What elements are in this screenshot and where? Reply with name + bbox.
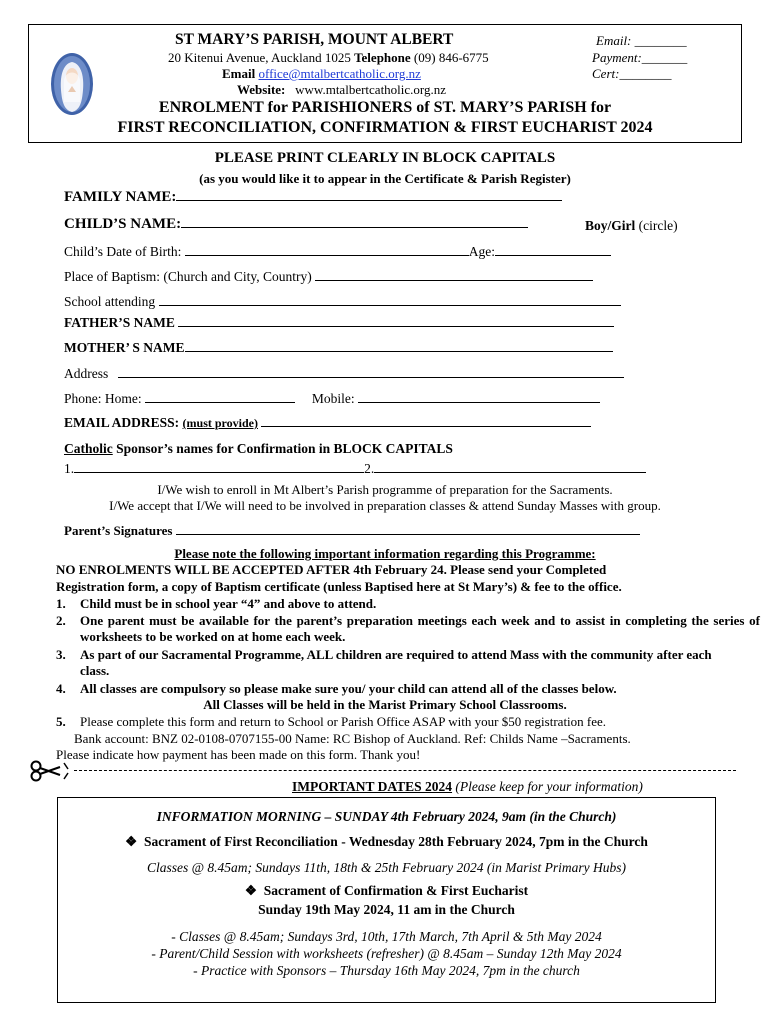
email-address-field[interactable] — [261, 415, 591, 427]
scissors-icon — [30, 760, 74, 782]
sponsor-1-label: 1. — [64, 461, 75, 476]
notice-heading: Please note the following important information regarding this Programme: — [174, 546, 596, 561]
sponsor-row — [64, 461, 646, 477]
website-label: Website: — [237, 82, 286, 97]
notice-item-3-num: 3. — [56, 647, 66, 662]
father-name-label: FATHER’S NAME — [64, 315, 175, 330]
notice-item-3-text: As part of our Sacramental Programme, ALL children are required to attend Mass with the community after each class. — [80, 647, 712, 678]
dates-heading-row — [292, 779, 643, 795]
circle-hint: (circle) — [635, 218, 678, 233]
website-value: www.mtalbertcatholic.org.nz — [295, 82, 447, 97]
notice-item-4-text: All classes are compulsory so please make sure you/ your child can attend all of the classes below. — [80, 681, 617, 696]
family-name-field[interactable] — [176, 189, 562, 201]
office-email-field: Email: ________ — [596, 33, 687, 48]
confirmation-classes: - Classes @ 8.45am; Sundays 3rd, 10th, 17th March, 7th April & 5th May 2024 — [171, 929, 602, 944]
notice-item-1-text: Child must be in school year “4” and above to attend. — [80, 596, 377, 611]
school-field[interactable] — [159, 294, 621, 306]
phone-home-field[interactable] — [145, 391, 295, 403]
parish-email — [222, 66, 421, 82]
email-label: Email — [222, 66, 259, 81]
parish-website — [237, 82, 446, 98]
address-row — [64, 366, 624, 382]
mother-row — [64, 340, 613, 356]
notice-item-2-num: 2. — [56, 613, 66, 628]
dob-label: Child’s Date of Birth: — [64, 244, 182, 259]
parent-child-session: - Parent/Child Session with worksheets (refresher) @ 8.45am – Sunday 12th May 2024 — [151, 946, 622, 961]
marist-classrooms-line: All Classes will be held in the Marist Primary School Classrooms. — [203, 697, 567, 712]
age-label: Age: — [468, 244, 495, 259]
notice-item-4-num: 4. — [56, 681, 66, 696]
boy-girl-label: Boy/Girl — [585, 218, 636, 233]
office-payment-field: Payment:_______ — [592, 50, 688, 65]
info-morning — [58, 809, 715, 825]
telephone-label: Telephone — [354, 50, 411, 65]
wish-line-1: I/We wish to enroll in Mt Albert’s Parish programme of preparation for the Sacraments. — [157, 482, 613, 497]
sponsor-heading — [64, 441, 453, 457]
child-name-field[interactable] — [181, 216, 528, 228]
no-enrolments-text: NO ENROLMENTS WILL BE ACCEPTED AFTER 4th February 24. Please send your Completed — [56, 562, 607, 577]
telephone-number: (09) 846-6775 — [410, 50, 489, 65]
cut-line — [74, 770, 736, 771]
address-field[interactable] — [118, 366, 624, 378]
school-row — [64, 294, 621, 310]
baptism-place-label: Place of Baptism: (Church and City, Country) — [64, 269, 312, 284]
notice-item-2-text: One parent must be available for the parent’s preparation meetings each week and to assist in completing the series of worksheets to be worked on at home each week. — [80, 613, 760, 644]
reconciliation-text: Sacrament of First Reconciliation - Wednesday 28th February 2024, 7pm in the Church — [143, 834, 648, 849]
family-name-row — [64, 189, 562, 206]
important-dates-box — [57, 797, 716, 1003]
sponsor-practice: - Practice with Sponsors – Thursday 16th May 2024, 7pm in the church — [193, 963, 580, 978]
confirmation-date: Sunday 19th May 2024, 11 am in the Church — [258, 902, 515, 917]
print-clearly-note: (as you would like it to appear in the Certificate & Parish Register) — [199, 171, 571, 186]
keep-note: (Please keep for your information) — [452, 779, 643, 794]
dob-field[interactable] — [185, 244, 469, 256]
boy-girl-option[interactable] — [585, 218, 678, 234]
email-row — [64, 415, 591, 431]
reconciliation-line — [58, 834, 715, 850]
parish-email-link[interactable]: office@mtalbertcatholic.org.nz — [258, 66, 421, 81]
office-cert-field: Cert:________ — [592, 66, 672, 81]
notice-item-5-num: 5. — [56, 714, 66, 729]
email-address-label: EMAIL ADDRESS: — [64, 415, 180, 430]
baptism-place-field[interactable] — [315, 269, 593, 281]
parish-title: ST MARY’S PARISH, MOUNT ALBERT — [175, 31, 454, 48]
baptism-row — [64, 269, 593, 285]
info-morning-text: INFORMATION MORNING – SUNDAY 4th February 2024, 9am (in the Church) — [156, 809, 617, 824]
mother-name-label: MOTHER’ S NAME — [64, 340, 185, 355]
child-name-label: CHILD’S NAME: — [64, 216, 182, 232]
child-name-row — [64, 216, 528, 233]
sponsor-heading-text: Sponsor’s names for Confirmation in BLOCK CAPITALS — [112, 441, 453, 456]
print-clearly-heading: PLEASE PRINT CLEARLY IN BLOCK CAPITALS — [214, 150, 556, 166]
important-dates-heading: IMPORTANT DATES 2024 — [292, 779, 453, 794]
no-enrolments-line-1 — [56, 562, 606, 578]
reconciliation-classes: Classes @ 8.45am; Sundays 11th, 18th & 25th February 2024 (in Marist Primary Hubs) — [146, 860, 627, 875]
signature-row — [64, 523, 640, 539]
sponsor-catholic-label: Catholic — [64, 441, 113, 456]
diamond-bullet-icon: ❖ — [125, 834, 144, 849]
confirmation-title-line — [58, 883, 715, 899]
signature-field[interactable] — [176, 523, 640, 535]
must-provide-note: (must provide) — [182, 416, 258, 430]
mother-name-field[interactable] — [185, 340, 613, 352]
enrolment-title-line1: ENROLMENT for PARISHIONERS of ST. MARY’S PARISH for — [158, 99, 612, 116]
family-name-label: FAMILY NAME: — [64, 189, 177, 205]
father-name-field[interactable] — [178, 315, 614, 327]
enrolment-title-line2: FIRST RECONCILIATION, CONFIRMATION & FIRST EUCHARIST 2024 — [117, 119, 653, 136]
sponsor-1-field[interactable] — [74, 461, 364, 473]
payment-indicate-line: Please indicate how payment has been made on this form. Thank you! — [56, 747, 421, 762]
notice-item-1-num: 1. — [56, 596, 66, 611]
signature-label: Parent’s Signatures — [64, 523, 173, 538]
address-label: Address — [64, 366, 109, 381]
address-text: 20 Kitenui Avenue, Auckland 1025 — [168, 50, 355, 65]
age-field[interactable] — [495, 244, 611, 256]
no-enrolments-line-2: Registration form, a copy of Baptism certificate (unless Baptised here at St Mary’s) & fee to the office. — [56, 579, 622, 594]
notice-item-5-text: Please complete this form and return to School or Parish Office ASAP with your $50 registration fee. — [80, 714, 607, 729]
father-row — [64, 315, 614, 331]
phone-row — [64, 391, 600, 407]
dob-row — [64, 244, 611, 260]
phone-home-label: Phone: Home: — [64, 391, 142, 406]
sponsor-2-label: 2. — [364, 461, 375, 476]
parish-address — [168, 50, 489, 66]
mobile-field[interactable] — [358, 391, 600, 403]
sponsor-2-field[interactable] — [374, 461, 646, 473]
star-bullet-icon: ❖ — [244, 883, 264, 898]
wish-line-2: I/We accept that I/We will need to be involved in preparation classes & attend Sunday Masses with group. — [109, 498, 661, 513]
bank-account-line: Bank account: BNZ 02-0108-0707155-00 Name: RC Bishop of Auckland. Ref: Childs Name –Sacraments. — [74, 731, 631, 746]
school-label: School attending — [64, 294, 156, 309]
mobile-label: Mobile: — [311, 391, 355, 406]
confirmation-title: Sacrament of Confirmation & First Eucharist — [263, 883, 529, 898]
